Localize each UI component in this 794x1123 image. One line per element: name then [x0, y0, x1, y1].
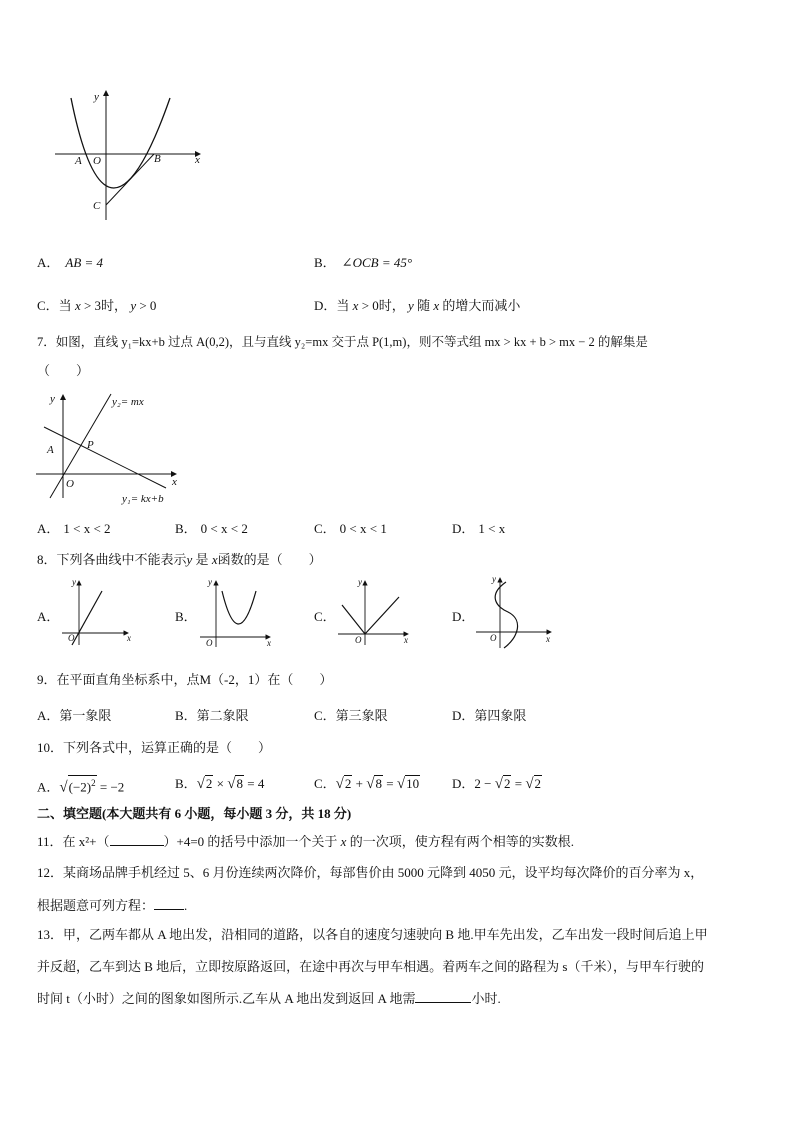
q9-option-a: A．第一象限 — [37, 708, 112, 723]
q10-option-b: B．√2 × √8 = 4 — [175, 776, 265, 792]
q10-option-a: A．$√(-2)^2 = -2$ — [37, 775, 124, 796]
q8-option-a-label: A． — [37, 609, 60, 624]
label-x: x — [195, 154, 200, 166]
label-x: x — [546, 634, 550, 644]
q13-line3: 时间 t（小时）之间的图象如图所示.乙车从 A 地出发到返回 A 地需 小时. — [37, 991, 501, 1006]
line-y1 — [44, 427, 166, 488]
q13-line1: 13．甲，乙两车都从 A 地出发，沿相同的道路，以各自的速度匀速驶向 B 地.甲车先出发，乙车出发一段时间后追上甲 — [37, 927, 708, 942]
q6-option-c: C．当 x > 3时， y > 0 — [37, 298, 157, 313]
segment-cb — [106, 154, 154, 205]
q7-paren: （ ） — [37, 363, 90, 378]
label-o: O — [68, 633, 75, 643]
q7-lines-figure — [36, 390, 196, 505]
parabola-curve — [71, 98, 170, 188]
label-y: y — [94, 91, 99, 103]
label-a: A — [47, 444, 54, 456]
q12-line1: 12．某商场品牌手机经过 5、6 月份连续两次降价，每部售价由 5000 元降到 4050 元，设平均每次降价的百分率为 x， — [37, 865, 704, 880]
label-x: x — [127, 633, 131, 643]
q8-graph-b — [200, 577, 280, 647]
q8-graph-a — [62, 577, 137, 647]
q10-option-c: C．√2 + √8 = √10 — [314, 776, 420, 792]
label-y: y — [492, 574, 496, 584]
q6-option-a: A． AB = 4 — [37, 255, 104, 270]
q6-option-b: B． ∠OCB = 45° — [314, 255, 413, 270]
label-line2: y₂= mx — [112, 396, 144, 408]
label-b: B — [154, 153, 161, 165]
q9-option-c: C．第三象限 — [314, 708, 388, 723]
label-y: y — [50, 393, 55, 405]
label-o: O — [66, 478, 74, 490]
q13-blank — [415, 989, 471, 1003]
label-a: A — [75, 155, 82, 167]
q9-option-b: B．第二象限 — [175, 708, 249, 723]
q7-option-a: A． 1 < x < 2 — [37, 521, 111, 536]
q13-line2: 并反超，乙车到达 B 地后，立即按原路返回，在途中再次与甲车相遇。着两车之间的路程为 s（千米），与甲车行驶的 — [37, 959, 704, 974]
section-2-heading: 二、填空题(本大题共有 6 小题，每小题 3 分，共 18 分) — [37, 806, 352, 821]
label-c: C — [93, 200, 101, 212]
q7-option-b: B． 0 < x < 2 — [175, 521, 248, 536]
label-o: O — [93, 155, 101, 167]
q8-stem: 8．下列各曲线中不能表示y 是 x函数的是（ ） — [37, 552, 322, 567]
q12-blank — [154, 896, 184, 910]
q7-option-d: D． 1 < x — [452, 521, 506, 536]
q8-option-d-label: D． — [452, 609, 475, 624]
line-y2 — [50, 394, 111, 498]
q7-stem: 7．如图，直线 y₁=kx+b 过点 A(0,2)，且与直线 y₂=mx 交于点 P(1,m)，则不等式组 mx > kx + b > mx − 2 的解集是 — [37, 335, 648, 349]
q11-text: 11．在 x²+（ ）+4=0 的括号中添加一个关于 x 的一次项，使方程有两个相等的实数根. — [37, 834, 574, 849]
q10-option-d: D．2 − √2 = √2 — [452, 776, 542, 792]
label-y: y — [72, 577, 76, 587]
label-o: O — [490, 633, 497, 643]
q9-stem: 9．在平面直角坐标系中，点M（-2，1）在（ ） — [37, 672, 333, 687]
q10-stem: 10．下列各式中，运算正确的是（ ） — [37, 740, 272, 755]
q6-option-d: D．当 x > 0时， y 随 x 的增大而减小 — [314, 298, 521, 313]
graph-line — [72, 591, 102, 645]
q8-graph-d — [476, 572, 556, 652]
label-p: P — [87, 439, 94, 451]
q8-option-c-label: C． — [314, 609, 336, 624]
q12-line2: 根据题意可列方程： . — [37, 898, 188, 913]
label-o: O — [206, 638, 213, 648]
label-y: y — [358, 577, 362, 587]
label-line1: y₁= kx+b — [122, 493, 164, 505]
graph-curve — [222, 591, 256, 624]
q8-graph-c — [338, 577, 418, 647]
graph-s-curve — [495, 582, 517, 648]
label-x: x — [172, 476, 177, 488]
q7-option-c: C． 0 < x < 1 — [314, 521, 387, 536]
q9-option-d: D．第四象限 — [452, 708, 527, 723]
label-o: O — [355, 635, 362, 645]
q6-parabola-figure — [50, 88, 210, 228]
q8-option-b-label: B． — [175, 609, 197, 624]
q11-blank — [110, 832, 164, 846]
label-x: x — [404, 635, 408, 645]
graph-abs — [342, 597, 399, 634]
label-x: x — [267, 638, 271, 648]
label-y: y — [208, 577, 212, 587]
